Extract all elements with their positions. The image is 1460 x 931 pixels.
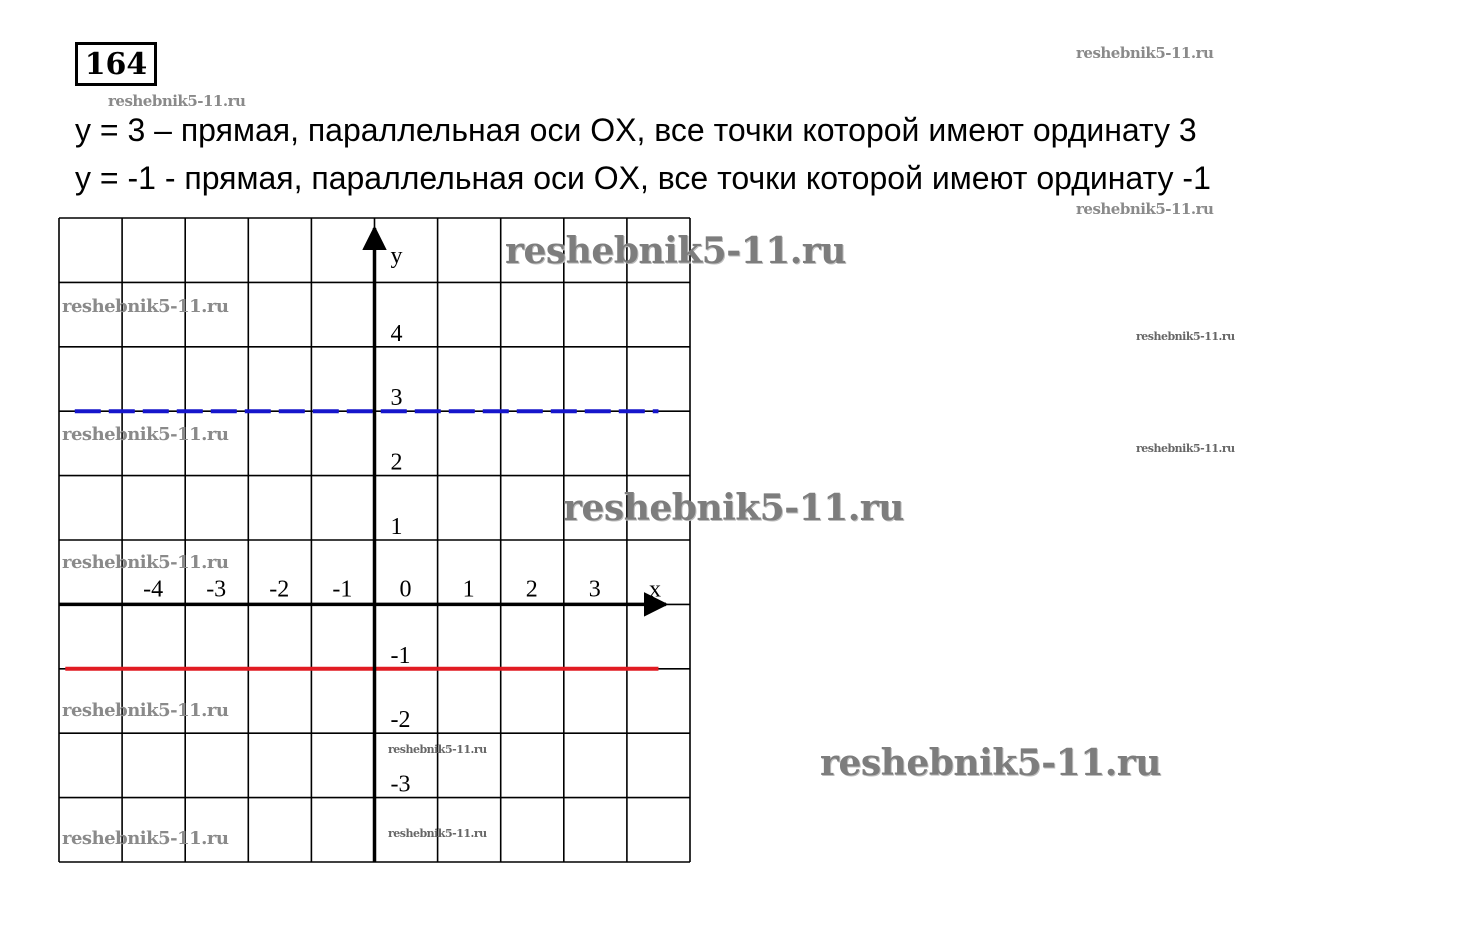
x-tick-label: -1	[332, 576, 353, 603]
watermark: reshebnik5-11.ru	[1136, 442, 1235, 455]
y-tick-label: 2	[390, 449, 403, 476]
x-tick-label: 2	[525, 576, 538, 603]
y-axis-label: y	[390, 243, 403, 270]
x-tick-label: -2	[269, 576, 290, 603]
y-tick-label: 4	[390, 320, 403, 347]
y-tick-label: 3	[390, 385, 403, 412]
watermark: reshebnik5-11.ru	[563, 487, 904, 529]
problem-number: 164	[75, 42, 157, 86]
x-tick-label: 0	[399, 576, 412, 603]
watermark: reshebnik5-11.ru	[820, 742, 1161, 784]
y-tick-label: -1	[390, 642, 411, 669]
x-tick-label: -4	[143, 576, 164, 603]
watermark: reshebnik5-11.ru	[62, 700, 229, 721]
watermark: reshebnik5-11.ru	[1136, 330, 1235, 343]
x-axis-label: x	[648, 576, 661, 603]
y-tick-label: -3	[390, 771, 411, 798]
x-tick-label: -3	[206, 576, 227, 603]
watermark: reshebnik5-11.ru	[62, 552, 229, 573]
y-tick-label: -2	[390, 707, 411, 734]
watermark: reshebnik5-11.ru	[505, 230, 846, 272]
x-tick-label: 1	[462, 576, 475, 603]
watermark: reshebnik5-11.ru	[1076, 200, 1214, 218]
watermark: reshebnik5-11.ru	[1076, 44, 1214, 62]
description-line-2: y = -1 - прямая, параллельная оси OX, все точки которой имеют ординату -1	[75, 160, 1211, 196]
watermark: reshebnik5-11.ru	[62, 424, 229, 445]
watermark: reshebnik5-11.ru	[62, 296, 229, 317]
description-line-1: y = 3 – прямая, параллельная оси OX, все точки которой имеют ординату 3	[75, 112, 1197, 148]
watermark: reshebnik5-11.ru	[62, 828, 229, 849]
watermark: reshebnik5-11.ru	[108, 92, 246, 110]
watermark: reshebnik5-11.ru	[388, 827, 487, 840]
y-tick-label: 1	[390, 514, 403, 540]
watermark: reshebnik5-11.ru	[388, 743, 487, 756]
chart-axes	[59, 228, 666, 862]
x-tick-label: 3	[588, 576, 601, 603]
